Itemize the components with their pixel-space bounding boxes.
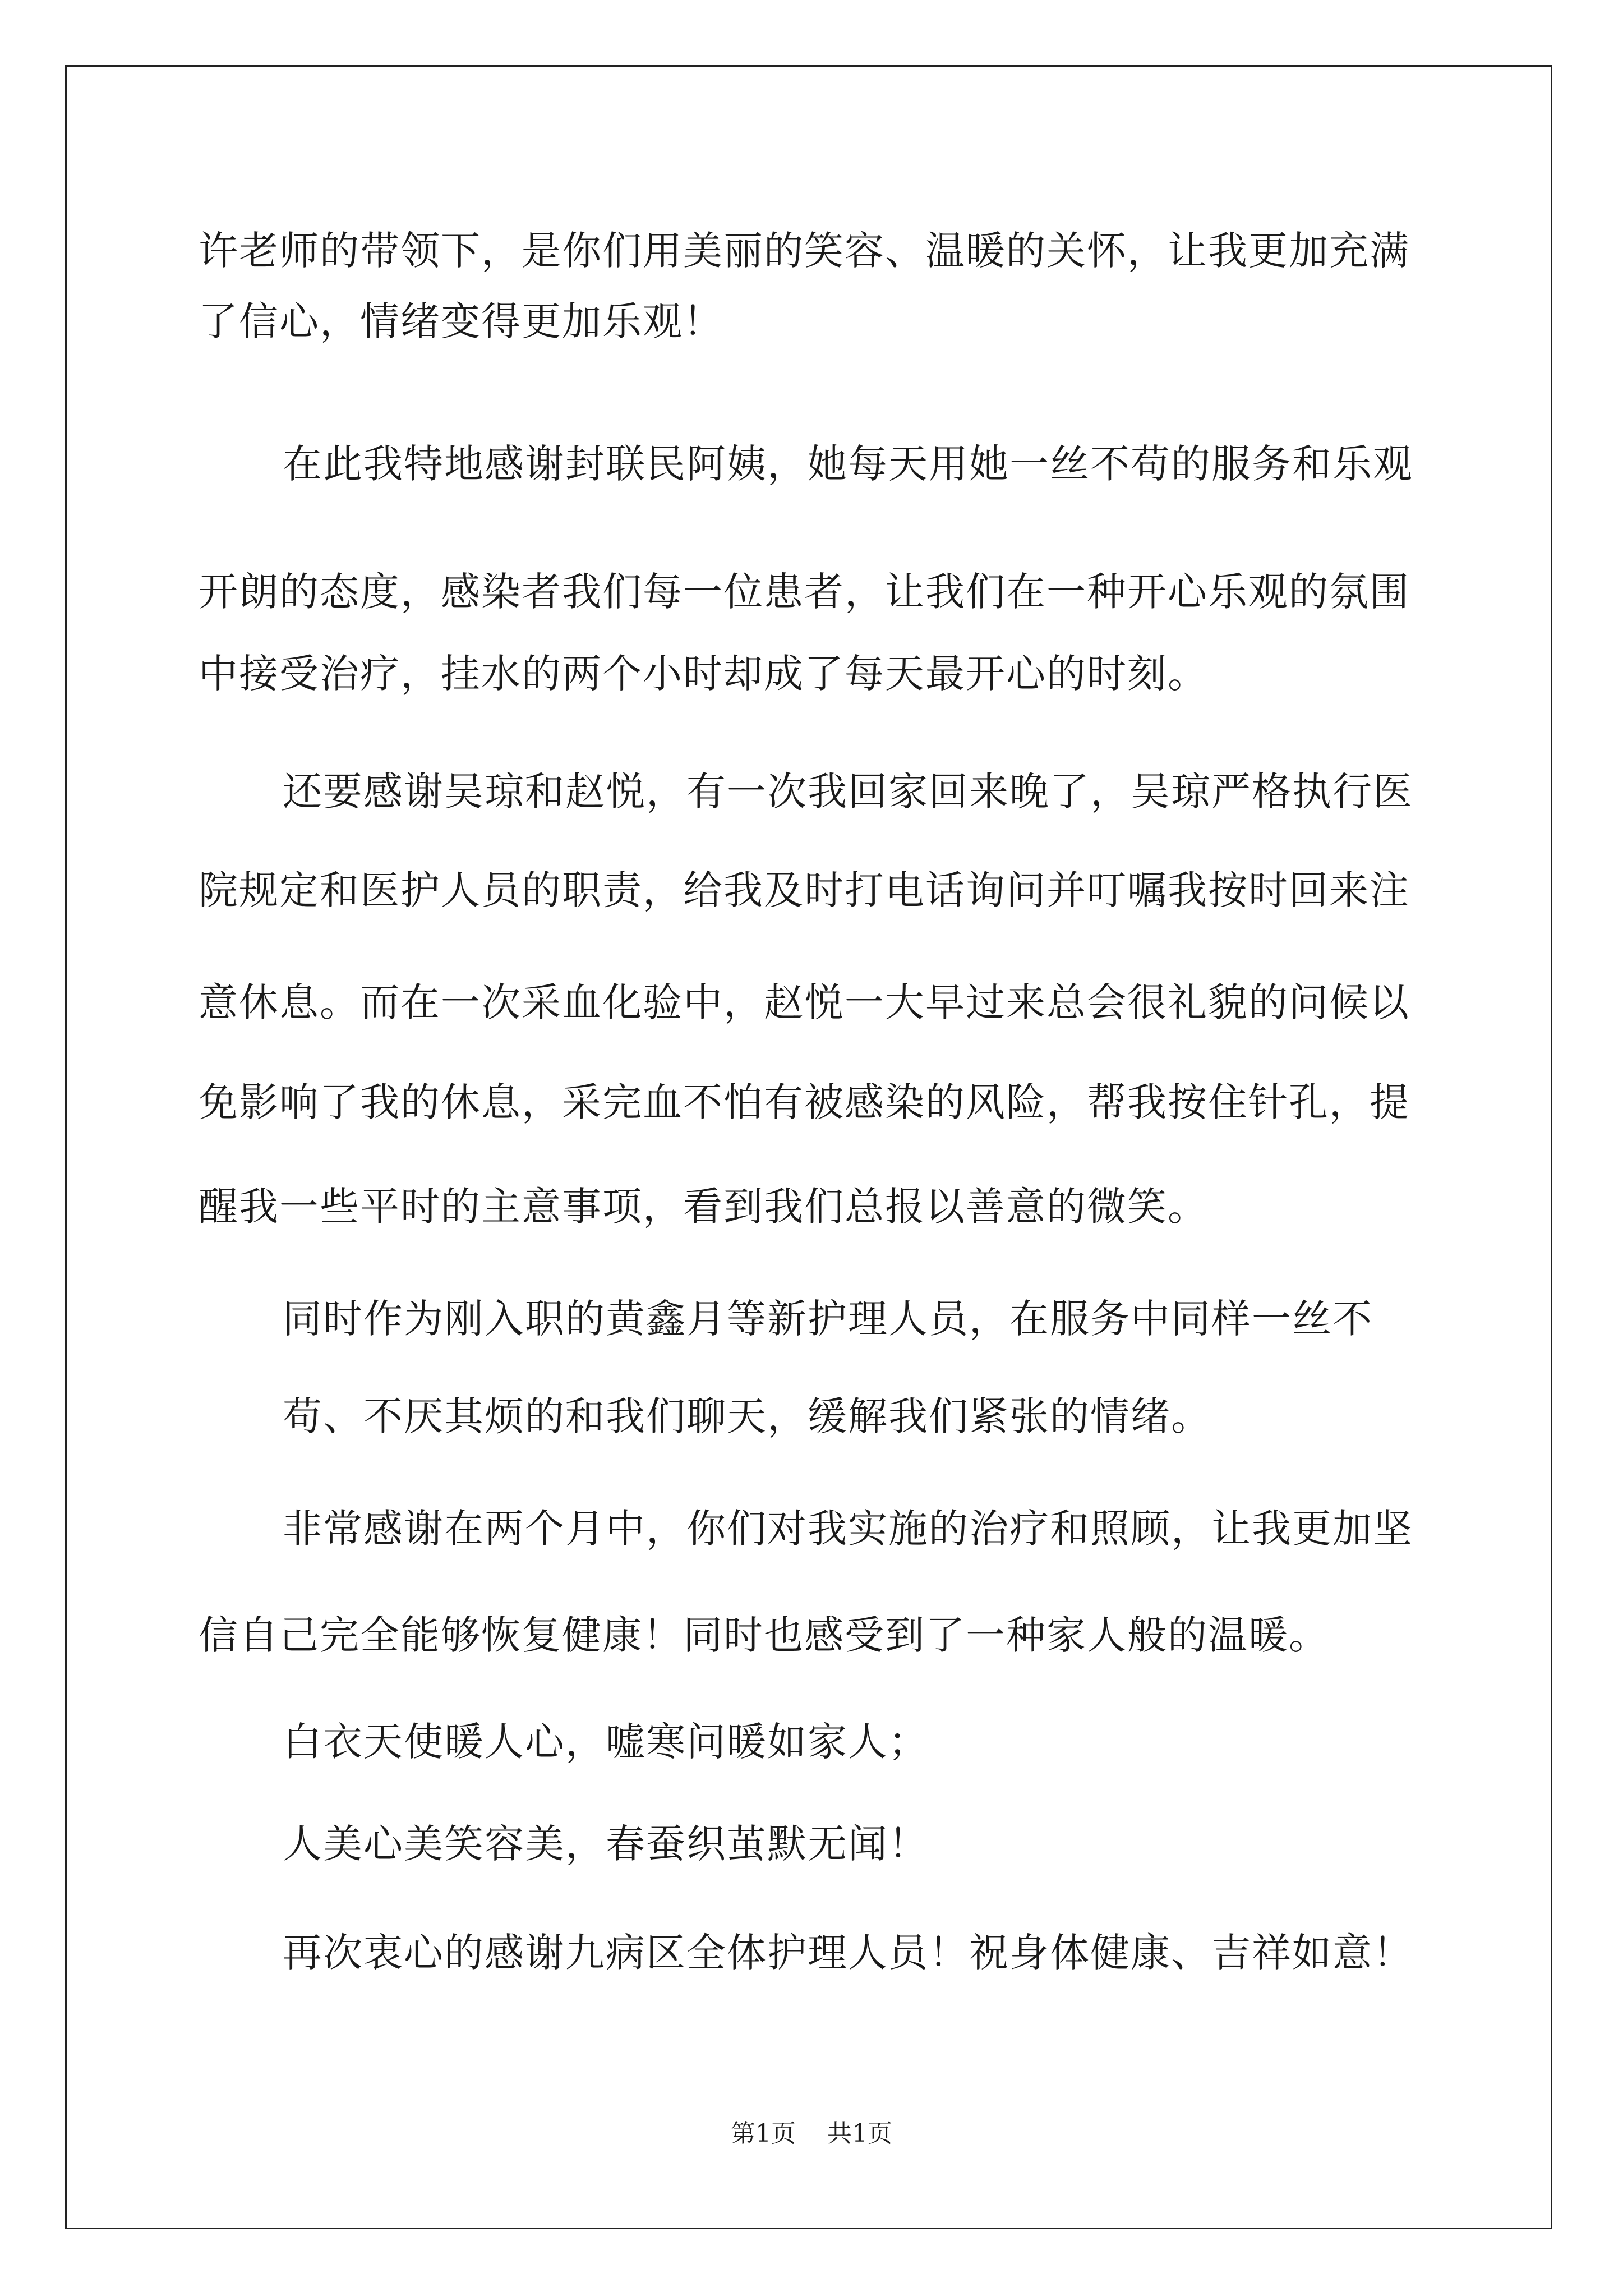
text-line: 白衣天使暖人心，嘘寒问暖如家人；	[283, 1719, 929, 1765]
text-line: 再次衷心的感谢九病区全体护理人员！祝身体健康、吉祥如意！	[283, 1930, 1413, 1976]
text-line: 中接受治疗，挂水的两个小时却成了每天最开心的时刻。	[199, 651, 1208, 697]
text-line: 信自己完全能够恢复健康！同时也感受到了一种家人般的温暖。	[199, 1612, 1329, 1658]
text-line: 同时作为刚入职的黄鑫月等新护理人员，在服务中同样一丝不	[283, 1296, 1373, 1342]
text-line: 开朗的态度，感染者我们每一位患者，让我们在一种开心乐观的氛围	[199, 569, 1410, 615]
text-line: 苟、不厌其烦的和我们聊天，缓解我们紧张的情绪。	[283, 1393, 1211, 1439]
text-line: 人美心美笑容美，春蚕织茧默无闻！	[283, 1821, 929, 1867]
text-line: 非常感谢在两个月中，你们对我实施的治疗和照顾，让我更加坚	[283, 1506, 1413, 1552]
text-line: 醒我一些平时的主意事项，看到我们总报以善意的微笑。	[199, 1184, 1208, 1230]
page-frame	[65, 65, 1552, 2229]
text-line: 了信心，情绪变得更加乐观！	[199, 298, 723, 344]
text-line: 在此我特地感谢封联民阿姨，她每天用她一丝不苟的服务和乐观	[283, 441, 1413, 487]
text-line: 许老师的带领下，是你们用美丽的笑容、温暖的关怀，让我更加充满	[199, 228, 1410, 274]
text-line: 意休息。而在一次采血化验中，赵悦一大早过来总会很礼貌的问候以	[199, 979, 1410, 1025]
text-line: 院规定和医护人员的职责，给我及时打电话询问并叮嘱我按时回来注	[199, 867, 1410, 913]
text-line: 免影响了我的休息，采完血不怕有被感染的风险，帮我按住针孔，提	[199, 1079, 1410, 1125]
text-line: 还要感谢吴琼和赵悦，有一次我回家回来晚了，吴琼严格执行医	[283, 769, 1413, 815]
page-number-footer: 第1页 共1页	[731, 2119, 892, 2148]
